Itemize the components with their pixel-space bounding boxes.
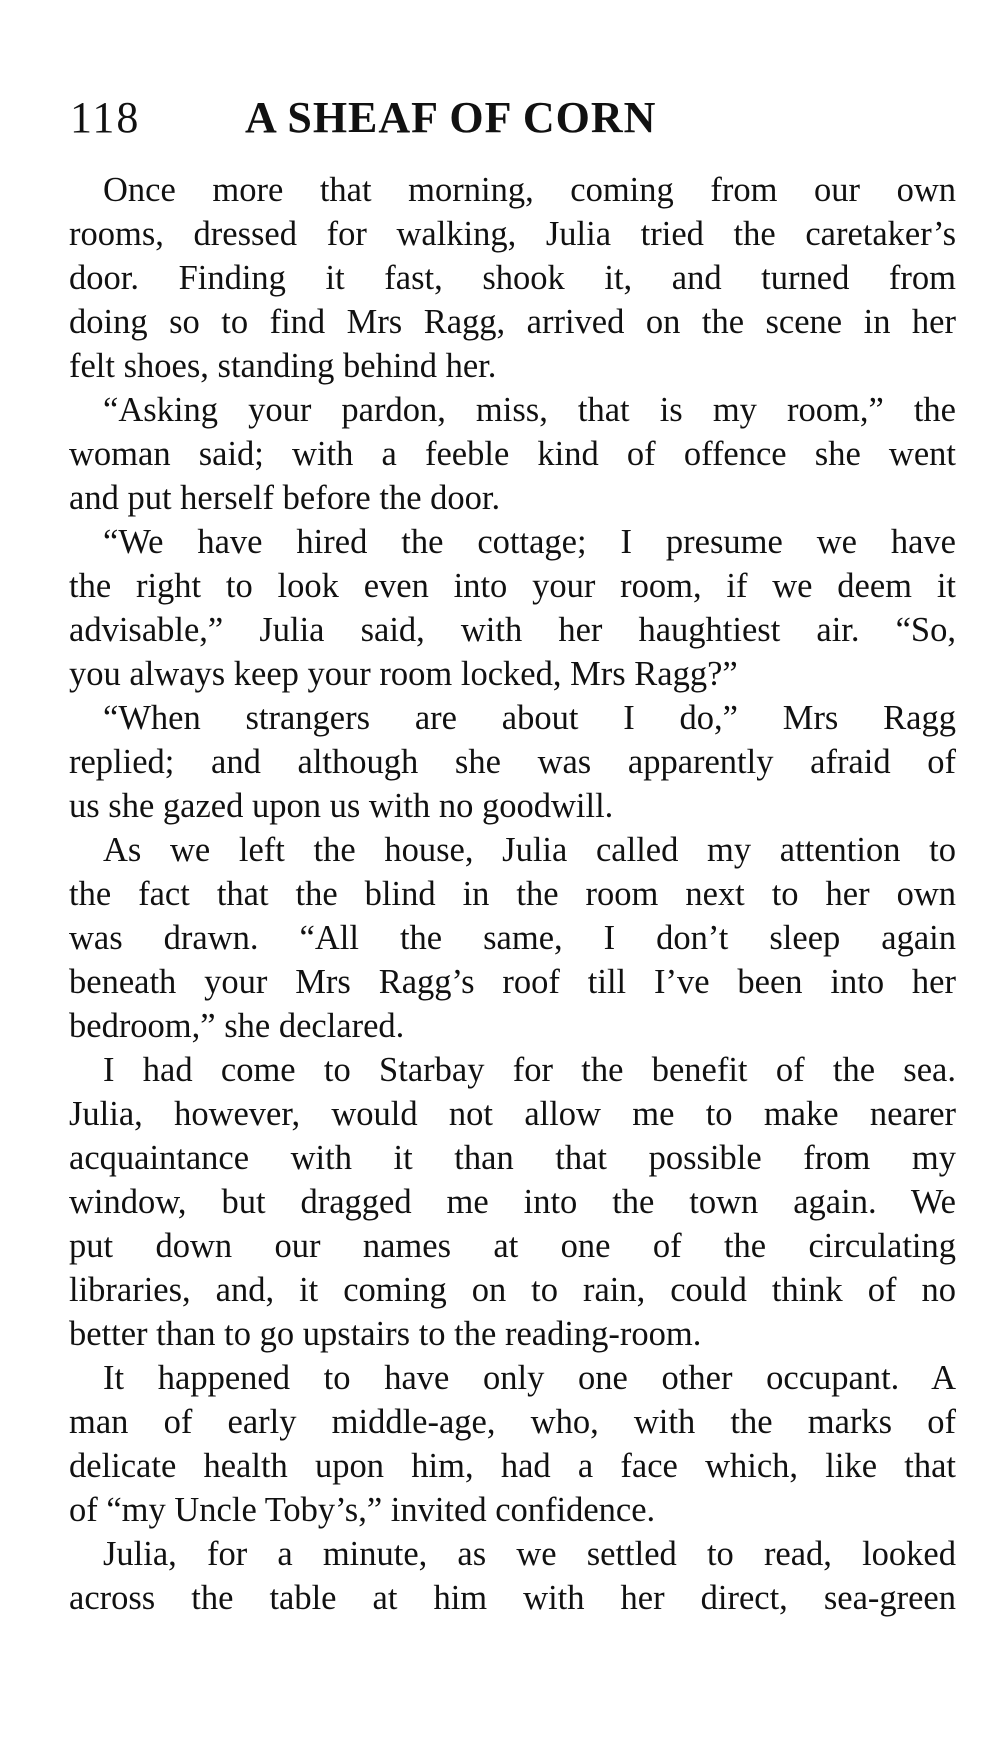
text-line: I had come to Starbay for the benefit of the sea.	[103, 1051, 956, 1089]
paragraph	[69, 168, 956, 388]
text-line: door. Finding it fast, shook it, and turned from	[69, 259, 956, 297]
text-line: advisable,” Julia said, with her haughtiest air. “So,	[69, 611, 956, 649]
text-line: across the table at him with her direct, sea-green	[69, 1579, 956, 1617]
text-line: woman said; with a feeble kind of offence she went	[69, 435, 956, 473]
text-line: acquaintance with it than that possible from my	[69, 1139, 956, 1177]
text-line: rooms, dressed for walking, Julia tried the caretaker’s	[69, 215, 956, 253]
text-line: Julia, for a minute, as we settled to read, looked	[103, 1535, 956, 1573]
text-line: bedroom,” she declared.	[69, 1007, 405, 1045]
text-line: and put herself before the door.	[69, 479, 501, 517]
text-line: was drawn. “All the same, I don’t sleep again	[69, 919, 956, 957]
text-line: of “my Uncle Toby’s,” invited confidence.	[69, 1491, 656, 1529]
text-line: “Asking your pardon, miss, that is my room,” the	[103, 391, 956, 429]
running-title: A SHEAF OF CORN	[245, 93, 657, 142]
text-line: libraries, and, it coming on to rain, could think of no	[69, 1271, 956, 1309]
body-text	[69, 168, 956, 1620]
page-number: 118	[70, 93, 141, 142]
paragraph	[69, 520, 956, 696]
text-line: delicate health upon him, had a face which, like that	[69, 1447, 956, 1485]
text-line: “We have hired the cottage; I presume we have	[103, 523, 956, 561]
text-line: Once more that morning, coming from our own	[103, 171, 956, 209]
text-line: replied; and although she was apparently afraid of	[69, 743, 956, 781]
text-line: put down our names at one of the circulating	[69, 1227, 956, 1265]
paragraph	[69, 696, 956, 828]
text-line: the right to look even into your room, if we deem it	[69, 567, 956, 605]
paragraph	[69, 1356, 956, 1532]
paragraph	[69, 828, 956, 1048]
text-line: As we left the house, Julia called my attention to	[103, 831, 956, 869]
text-line: the fact that the blind in the room next to her own	[69, 875, 956, 913]
text-line: you always keep your room locked, Mrs Ragg?”	[69, 655, 738, 693]
text-line: man of early middle-age, who, with the marks of	[69, 1403, 956, 1441]
text-line: doing so to find Mrs Ragg, arrived on the scene in her	[69, 303, 956, 341]
text-line: beneath your Mrs Ragg’s roof till I’ve been into her	[69, 963, 956, 1001]
text-line: better than to go upstairs to the reading-room.	[69, 1315, 702, 1353]
text-line: “When strangers are about I do,” Mrs Ragg	[103, 699, 956, 737]
page-header	[70, 88, 950, 148]
text-line: window, but dragged me into the town again. We	[69, 1183, 956, 1221]
text-line: us she gazed upon us with no goodwill.	[69, 787, 614, 825]
paragraph	[69, 1048, 956, 1356]
text-line: It happened to have only one other occupant. A	[103, 1359, 956, 1397]
text-line: felt shoes, standing behind her.	[69, 347, 497, 385]
text-line: Julia, however, would not allow me to make nearer	[69, 1095, 956, 1133]
paragraph	[69, 388, 956, 520]
paragraph	[69, 1532, 956, 1620]
